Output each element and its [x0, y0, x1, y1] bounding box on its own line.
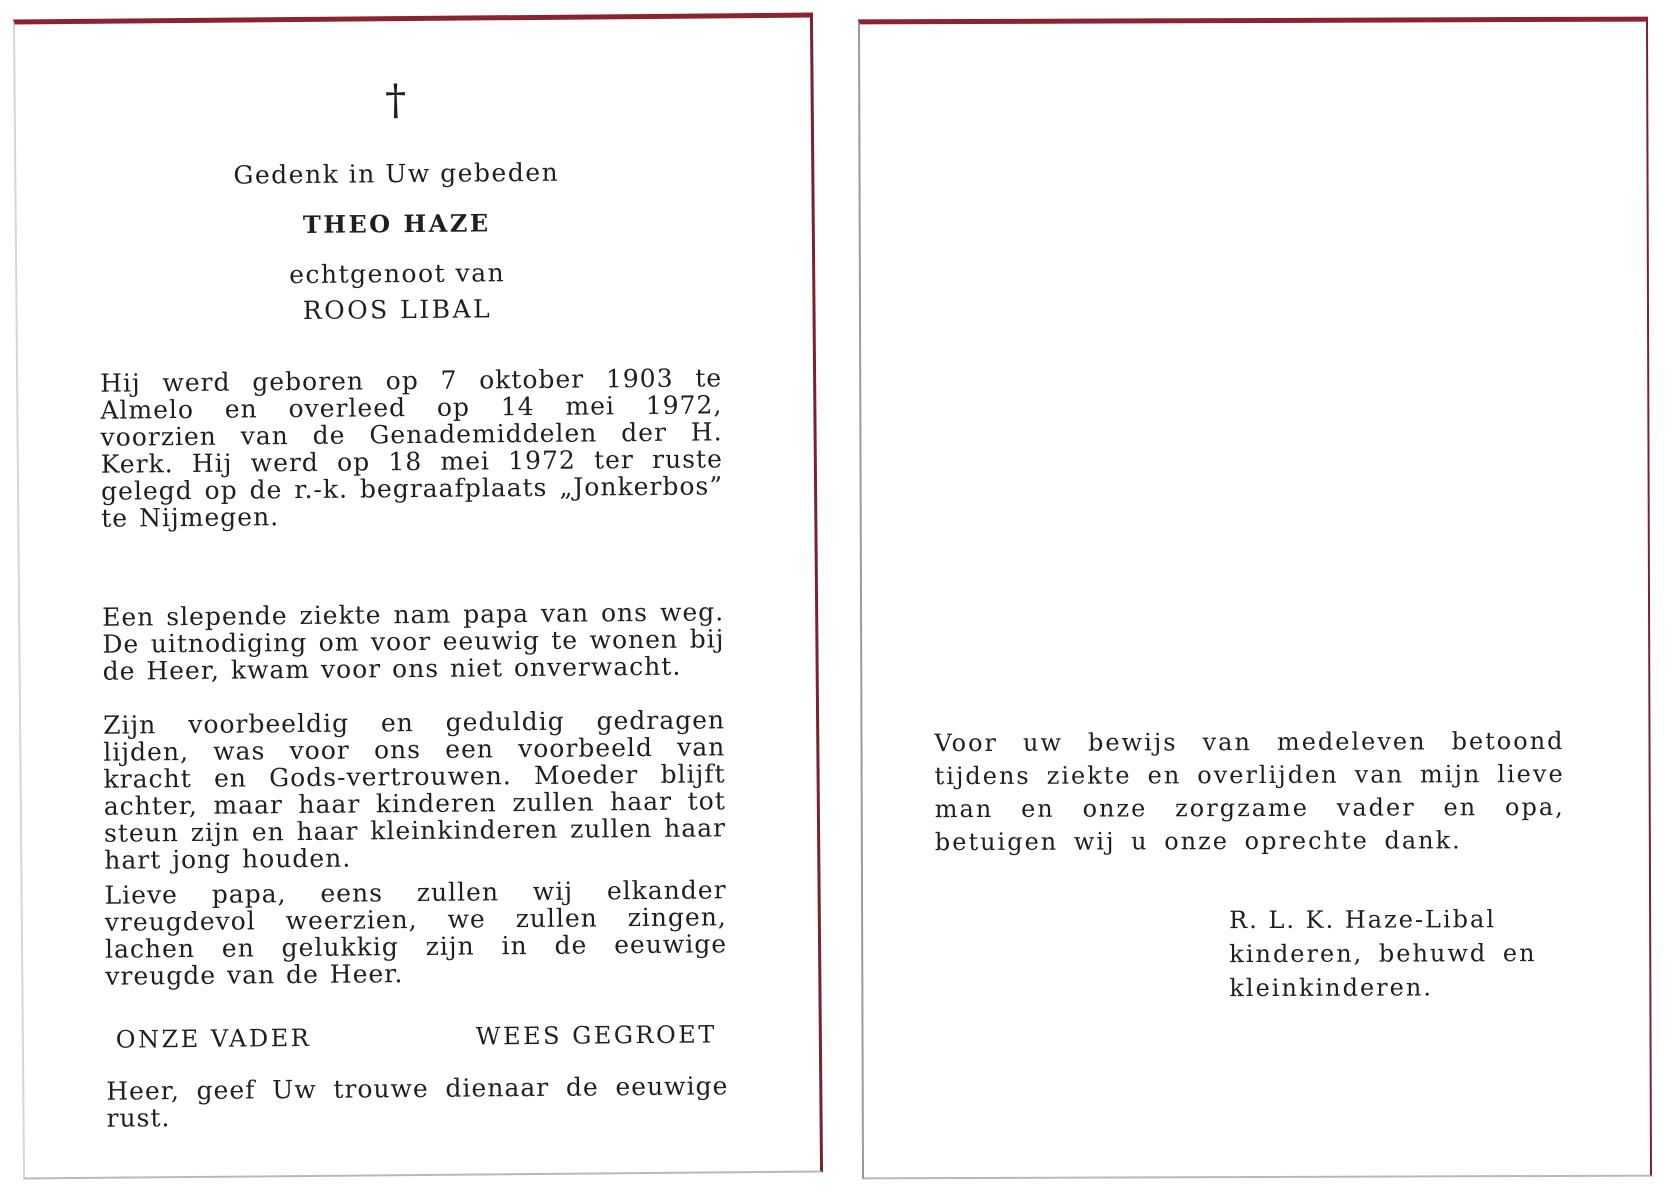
prayer-our-father: ONZE VADER — [115, 1023, 312, 1054]
biography-paragraph: Hij werd geboren op 7 oktober 1903 te Almelo en overleed op 14 mei 1972, voorzien van de Genademiddelen der H. Kerk. Hij werd op 18 mei 1972 ter ruste gelegd op de r.-k. begraafplaats „Jonkerbos” te Nijmegen. — [100, 363, 724, 533]
hope-paragraph: Lieve papa, eens zullen wij elkander vreugdevol weerzien, we zullen zingen, lachen en gelukkig zijn in de eeuwige vreugde van de Heer. — [104, 875, 728, 991]
thanks-paragraph: Voor uw bewijs van medeleven betoond tijdens ziekte en overlijden van mijn lieve man en onze zorgzame vader en opa, betuigen wij u onze oprechte dank. — [934, 726, 1565, 857]
prayer-hail-mary: WEES GEGROET — [475, 1020, 717, 1051]
memorial-card-right-page — [858, 17, 1652, 1180]
spouse-label: echtgenoot van — [289, 258, 506, 290]
illness-paragraph: Een slepende ziekte nam papa van ons weg. De uitnodiging om voor eeuwig te wonen bij de Heer, kwam voor ons niet onverwacht. — [102, 597, 725, 686]
spouse-name: ROOS LIBAL — [302, 294, 493, 325]
cross-icon: † — [384, 75, 407, 125]
memorial-card-left-page — [13, 13, 823, 1180]
deceased-name: THEO HAZE — [302, 208, 491, 239]
signature-line: R. L. K. Haze-Libal — [1229, 905, 1497, 935]
signature-block — [1229, 902, 1549, 1005]
remember-heading: Gedenk in Uw gebeden — [233, 157, 560, 190]
eternal-rest-prayer: Heer, geef Uw trouwe dienaar de eeuwige rust. — [106, 1071, 729, 1133]
example-paragraph: Zijn voorbeeldig en geduldig gedragen lijden, was voor ons een voorbeeld van kracht en Gods-vertrouwen. Moeder blijft achter, maar haar kinderen zullen haar tot steun zijn en haar kleinkinderen zullen haar hart jong houden. — [102, 705, 727, 875]
signature-line: kleinkinderen. — [1229, 973, 1433, 1003]
signature-line: kinderen, behuwd en — [1229, 939, 1537, 969]
